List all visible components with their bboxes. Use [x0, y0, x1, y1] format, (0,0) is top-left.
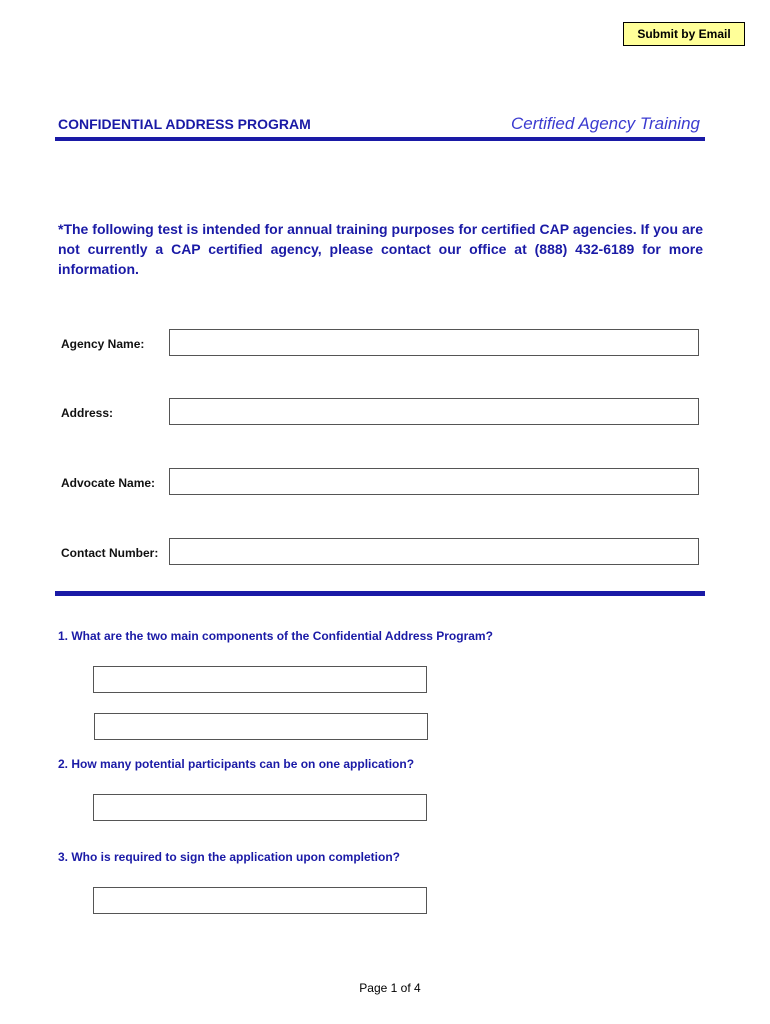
- question-1-answer-2[interactable]: [94, 713, 428, 740]
- question-1: 1. What are the two main components of the Confidential Address Program?: [58, 629, 493, 643]
- agency-name-label: Agency Name:: [61, 337, 145, 351]
- question-2-answer[interactable]: [93, 794, 427, 821]
- section-divider: [55, 591, 705, 596]
- contact-number-label: Contact Number:: [61, 546, 159, 560]
- contact-number-field[interactable]: [169, 538, 699, 565]
- question-2: 2. How many potential participants can be on one application?: [58, 757, 415, 771]
- page-number: Page 1 of 4: [359, 981, 421, 995]
- question-3-answer[interactable]: [93, 887, 427, 914]
- address-field[interactable]: [169, 398, 699, 425]
- training-subtitle: Certified Agency Training: [511, 114, 700, 133]
- intro-notice: *The following test is intended for annual training purposes for certified CAP agencies. If you are not currently a CAP certified agency, please contact our office at (888) 432-6189 for more information.: [58, 221, 703, 277]
- advocate-name-field[interactable]: [169, 468, 699, 495]
- question-1-answer-1[interactable]: [93, 666, 427, 693]
- submit-by-email-button[interactable]: Submit by Email: [623, 22, 745, 46]
- advocate-name-label: Advocate Name:: [61, 476, 156, 490]
- question-3: 3. Who is required to sign the application upon completion?: [58, 850, 401, 864]
- agency-name-field[interactable]: [169, 329, 699, 356]
- program-title: CONFIDENTIAL ADDRESS PROGRAM: [58, 116, 311, 132]
- address-label: Address:: [61, 406, 114, 420]
- header-divider: [55, 137, 705, 141]
